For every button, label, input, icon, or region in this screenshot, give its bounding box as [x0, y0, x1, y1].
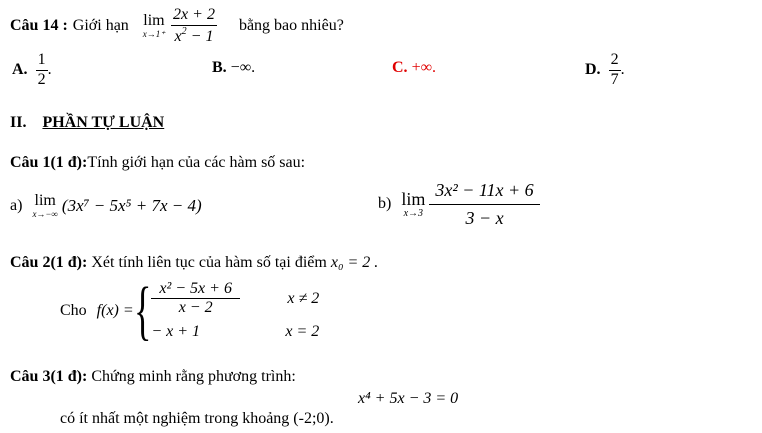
option-b-label: B.: [212, 59, 227, 76]
case-2-expression: − x + 1: [151, 323, 201, 340]
option-d-period: .: [620, 61, 625, 78]
question-14-prompt: Giới hạn: [72, 17, 129, 34]
question-3-text: Chứng minh rằng phương trình:: [91, 368, 296, 385]
question-1b-lim-subscript: x→3: [403, 207, 424, 219]
function-name: f(x) =: [96, 302, 134, 319]
option-b: [212, 59, 255, 77]
option-a-fraction: [36, 51, 48, 89]
option-a-period: .: [47, 61, 52, 78]
question-14: [10, 6, 344, 46]
question-3-label: Câu 3(1 đ):: [10, 368, 88, 385]
option-c-value: +∞.: [411, 59, 436, 76]
option-d-denominator: 7: [610, 70, 619, 88]
question-1-text: Tính giới hạn của các hàm số sau:: [87, 154, 306, 171]
question-1b-limit: [401, 190, 425, 219]
question-1: [10, 154, 305, 172]
question-14-suffix: bằng bao nhiêu?: [238, 17, 344, 34]
equation: x⁴ + 5x − 3 = 0: [358, 390, 459, 407]
option-d-label: D.: [585, 61, 601, 78]
case-1-fraction: [151, 280, 240, 318]
question-1a: [10, 190, 202, 222]
option-d-fraction: [609, 51, 621, 89]
lim-subscript: x→1⁺: [142, 29, 166, 39]
case-2-condition: x = 2: [285, 323, 320, 340]
question-2-text: Xét tính liên tục của hàm số tại điểm: [91, 254, 327, 271]
question-2: [10, 254, 378, 272]
question-1a-limit: [32, 193, 57, 219]
limit-fraction: [171, 6, 217, 46]
question-3: [10, 368, 296, 386]
option-b-value: −∞.: [230, 59, 256, 76]
section-number: II.: [10, 114, 27, 131]
option-c-label: C.: [392, 59, 408, 76]
question-1a-label: a): [10, 197, 23, 214]
option-a-denominator: 2: [37, 70, 46, 88]
section-title: PHẦN TỰ LUẬN: [42, 114, 165, 131]
question-1b-lim-word: lim: [401, 188, 426, 209]
option-c: [392, 59, 436, 77]
question-1b-label: b): [378, 195, 392, 212]
question-2-point: x₀ = 2 .: [330, 254, 379, 271]
option-a-label: A.: [12, 61, 28, 78]
question-1b-denominator: 3 − x: [465, 207, 504, 228]
fraction-numerator: 2x + 2: [171, 6, 217, 25]
option-d-numerator: 2: [609, 51, 621, 70]
piecewise-function: [60, 274, 411, 347]
option-a: [12, 50, 52, 90]
fraction-denominator: $x^2 - 1$: [174, 25, 214, 45]
case-1-condition: x ≠ 2: [287, 290, 320, 307]
section-heading: [10, 114, 164, 132]
cases: [151, 280, 411, 342]
question-14-label: Câu 14 :: [10, 17, 68, 34]
question-2-label: Câu 2(1 đ):: [10, 254, 88, 271]
option-d: [585, 50, 625, 90]
question-1b-numerator: 3x² − 11x + 6: [429, 180, 539, 205]
limit-operator: [143, 13, 165, 39]
question-1a-expression: (3x⁷ − 5x⁵ + 7x − 4): [61, 196, 202, 215]
question-1-label: Câu 1(1 đ):: [10, 154, 88, 171]
question-1b-fraction: [429, 180, 539, 228]
question-3-text2: có ít nhất một nghiệm trong khoảng (-2;0).: [60, 410, 334, 427]
question-1a-lim-subscript: x→−∞: [32, 209, 58, 219]
case-1-numerator: x² − 5x + 6: [151, 280, 240, 299]
option-a-numerator: 1: [36, 51, 48, 70]
left-brace: {: [133, 274, 152, 347]
question-1b: [378, 178, 540, 230]
lim-word: lim: [143, 12, 165, 29]
question-1a-lim-word: lim: [34, 192, 56, 209]
cho-word: Cho: [60, 302, 87, 319]
case-1-denominator: x − 2: [178, 299, 213, 317]
